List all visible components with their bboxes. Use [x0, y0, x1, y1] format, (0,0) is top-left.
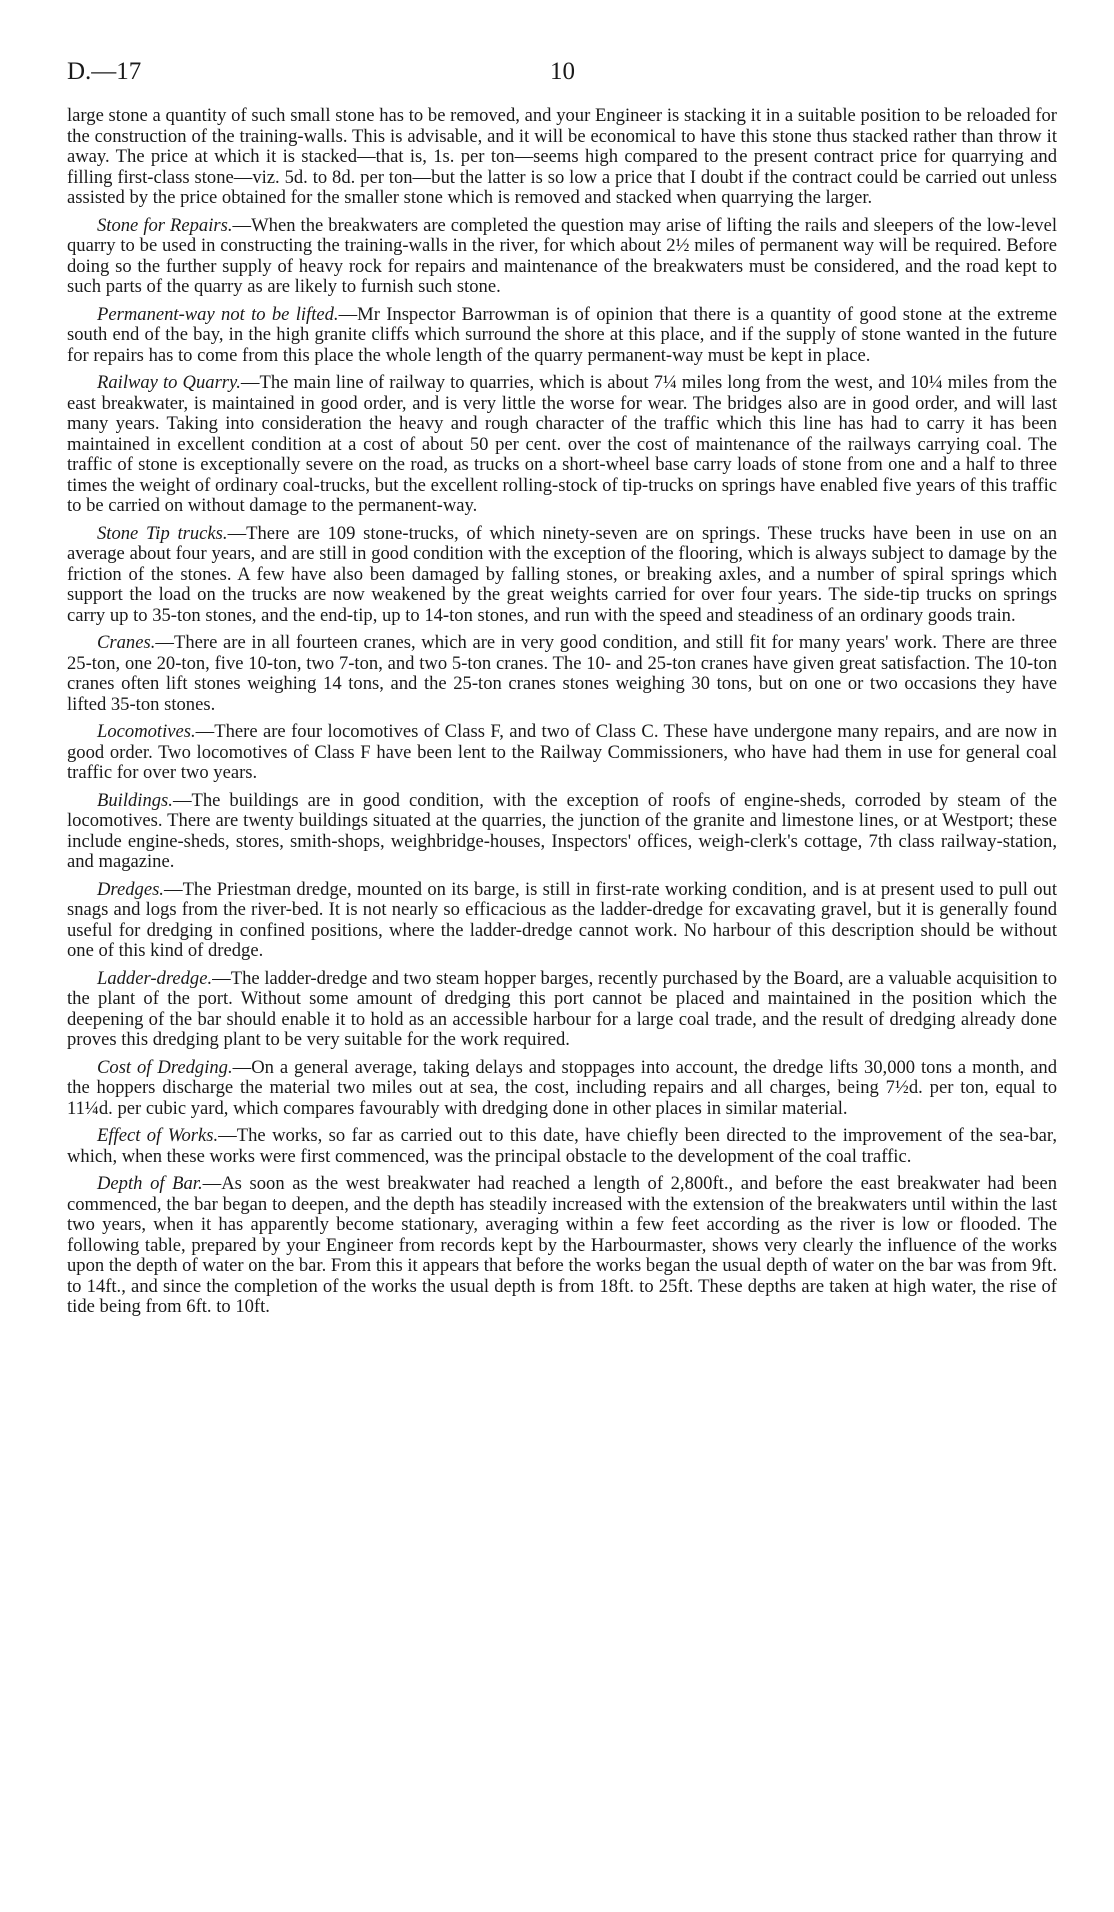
paragraph-stone-for-repairs [67, 216, 1057, 298]
paragraph-heading: Depth of Bar. [97, 1173, 203, 1194]
paragraph-text: —The Priestman dredge, mounted on its barge, is still in first-rate working condition, and is at present used to pull out snags and logs from the river-bed. It is not nearly so efficacious as the ladder-dredge for excavating gravel, but it is generally found useful for dredging in confined positions, where the ladder-dredge cannot work. No harbour of this description should be without one of this kind of dredge. [67, 878, 1057, 961]
paragraph-effect-of-works [67, 1126, 1057, 1167]
paragraph-text: —As soon as the west breakwater had reached a length of 2,800ft., and before the east breakwater had been commenced, the bar began to deepen, and the depth has steadily increased with the extension of the breakwaters until within the last two years, when it has apparently become stationary, averaging within a few feet according as the river is low or flooded. The following table, prepared by your Engineer from records kept by the Harbourmaster, shows very clearly the influence of the works upon the depth of water on the bar. From this it appears that before the works began the usual depth of water on the bar was from 9ft. to 14ft., and since the completion of the works the usual depth is from 18ft. to 25ft. These depths are taken at high water, the rise of tide being from 6ft. to 10ft. [67, 1173, 1057, 1317]
paragraph-text: —On a general average, taking delays and stoppages into account, the dredge lifts 30,000 tons a month, and the hoppers discharge the material two miles out at sea, the cost, including repairs and all charges, being 7½d. per ton, equal to 11¼d. per cubic yard, which compares favourably with dredging done in other places in similar material. [67, 1056, 1058, 1119]
paragraph-heading: Cranes. [97, 632, 156, 653]
page-number: 10 [550, 58, 575, 85]
paragraph-heading: Cost of Dredging. [97, 1056, 233, 1078]
paragraph-continuation [67, 106, 1057, 209]
paragraph-text: —The main line of railway to quarries, which is about 7¼ miles long from the west, and 10¼ miles from the east breakwater, is maintained in good order, and is very little the worse for wear. The bridges also are in good order, and will last many years. Taking into consideration the heavy and rough character of the traffic which this line has had to carry it has been maintained in excellent condition at a cost of about 50 per cent. over the cost of maintenance of the railways carrying coal. The traffic of stone is exceptionally severe on the road, as trucks on a short-wheel base carry loads of stone from one and a half to three times the weight of ordinary coal-trucks, but the excellent rolling-stock of tip-trucks on springs have enabled five years of this traffic to be carried on without damage to the permanent-way. [67, 372, 1057, 516]
paragraph-heading: Buildings. [97, 789, 173, 811]
paragraph-text: —The works, so far as carried out to this date, have chiefly been directed to the improvement of the sea-bar, which, when these works were first commenced, was the principal obstacle to the development of the coal traffic. [67, 1125, 1057, 1167]
document-reference: D.—17 [67, 58, 142, 85]
paragraph-heading: Permanent-way not to be lifted. [97, 303, 339, 325]
paragraph-ladder-dredge [67, 969, 1057, 1051]
paragraph-depth-of-bar [67, 1174, 1057, 1318]
paragraph-heading: Stone for Repairs. [97, 214, 233, 236]
paragraph-heading: Ladder-dredge. [97, 967, 213, 989]
paragraph-buildings [67, 791, 1057, 873]
paragraph-text: —The buildings are in good condition, with the exception of roofs of engine-sheds, corroded by steam of the locomotives. There are twenty buildings situated at the quarries, the junction of the granite and limestone lines, or at Westport; these include engine-sheds, stores, smith-shops, weighbridge-houses, Inspectors' offices, weigh-clerk's cottage, 7th class railway-station, and magazine. [67, 789, 1057, 872]
paragraph-cranes [67, 633, 1057, 715]
document-page [67, 58, 1057, 1318]
paragraph-permanent-way [67, 305, 1057, 367]
paragraph-heading: Effect of Works. [97, 1125, 219, 1146]
paragraph-railway-to-quarry [67, 373, 1057, 517]
paragraph-text: —There are four locomotives of Class F, and two of Class C. These have undergone many repairs, and are now in good order. Two locomotives of Class F have been lent to the Railway Commissioners, who have had them in use for general coal traffic for over two years. [67, 721, 1057, 783]
paragraph-stone-tip-trucks [67, 524, 1057, 627]
page-header [67, 58, 1057, 106]
paragraph-heading: Stone Tip trucks. [97, 522, 228, 544]
paragraph-dredges [67, 880, 1057, 962]
paragraph-text: —When the breakwaters are completed the question may arise of lifting the rails and sleepers of the low-level quarry to be used in constructing the training-walls in the river, for which about 2½ miles of permanent way will be required. Before doing so the further supply of heavy rock for repairs and maintenance of the breakwaters must be considered, and the road kept to such parts of the quarry as are likely to furnish such stone. [67, 214, 1058, 297]
paragraph-heading: Railway to Quarry. [97, 372, 241, 393]
paragraph-locomotives [67, 722, 1057, 784]
paragraph-heading: Dredges. [97, 878, 164, 900]
paragraph-text: —Mr Inspector Barrowman is of opinion that there is a quantity of good stone at the extreme south end of the bay, in the high granite cliffs which surround the shore at this place, and if the supply of stone wanted in the future for repairs has to come from this place the whole length of the quarry permanent-way must be kept in place. [67, 303, 1057, 366]
paragraph-heading: Locomotives. [97, 721, 196, 742]
paragraph-text: large stone a quantity of such small stone has to be removed, and your Engineer is stacking it in a suitable position to be reloaded for the construction of the training-walls. This is advisable, and it will be economical to have this stone thus stacked rather than throw it away. The price at which it is stacked—that is, 1s. per ton—seems high compared to the present contract price for quarrying and filling first-class stone—viz. 5d. to 8d. per ton—but the latter is so low a price that I doubt if the contract could be carried out unless assisted by the price obtained for the smaller stone which is removed and stacked when quarrying the larger. [67, 105, 1057, 208]
paragraph-text: —There are 109 stone-trucks, of which ninety-seven are on springs. These trucks have been in use on an average about four years, and are still in good condition with the exception of the flooring, which is always subject to damage by the friction of the stones. A few have also been damaged by falling stones, or breaking axles, and a number of spiral springs which support the load on the trucks are now weakened by the great weights carried for over four years. The side-tip trucks on springs carry up to 35-ton stones, and the end-tip, up to 14-ton stones, and run with the speed and steadiness of an ordinary goods train. [67, 522, 1057, 626]
paragraph-text: —The ladder-dredge and two steam hopper barges, recently purchased by the Board, are a valuable acquisition to the plant of the port. Without some amount of dredging this port cannot be placed and maintained in the position which the deepening of the bar should enable it to hold as an accessible harbour for a large coal trade, and the result of dredging already done proves this dredging plant to be very suitable for the work required. [67, 967, 1057, 1050]
paragraph-text: —There are in all fourteen cranes, which are in very good condition, and still fit for many years' work. There are three 25-ton, one 20-ton, five 10-ton, two 7-ton, and two 5-ton cranes. The 10- and 25-ton cranes have given great satisfaction. The 10-ton cranes often lift stones weighing 14 tons, and the 25-ton cranes stones weighing 30 tons, but on one or two occasions they have lifted 35-ton stones. [67, 632, 1057, 715]
paragraph-cost-of-dredging [67, 1058, 1057, 1120]
